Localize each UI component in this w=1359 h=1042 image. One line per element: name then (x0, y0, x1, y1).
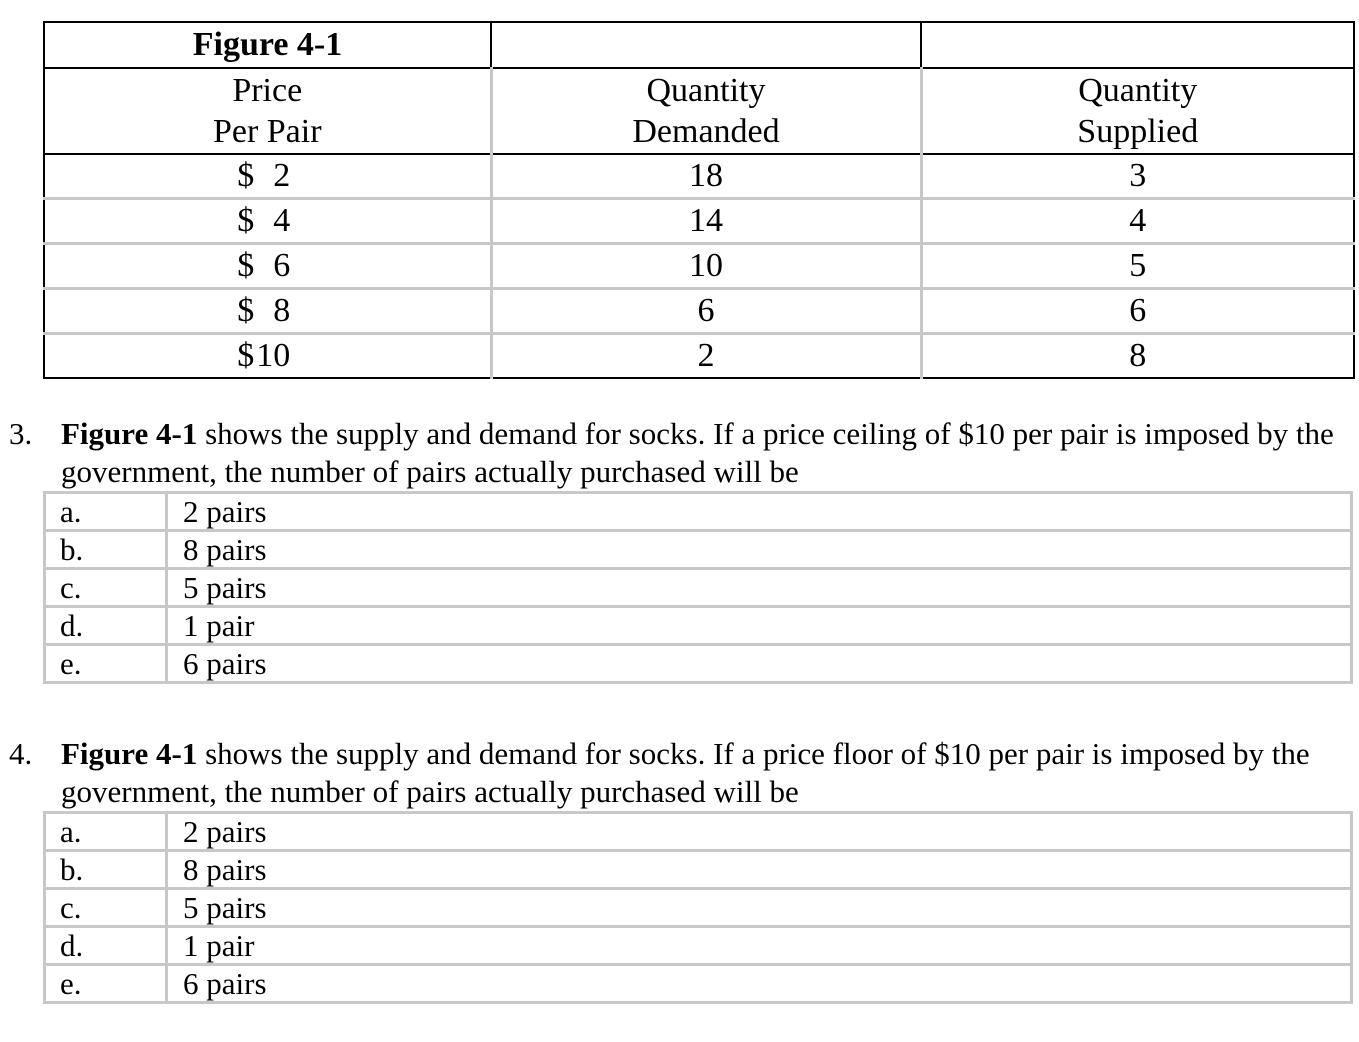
question-text-line2: government, the number of pairs actually purchased will be (61, 454, 799, 489)
figure-title-row (44, 22, 1354, 68)
option-letter: a. (45, 813, 167, 851)
price-value: 8 (273, 292, 291, 329)
question-3 (0, 415, 1359, 684)
price-sign: $ (237, 337, 255, 374)
table-row (44, 334, 1354, 379)
option-d[interactable] (45, 607, 1352, 645)
option-letter: e. (45, 645, 167, 683)
option-d[interactable] (45, 927, 1352, 965)
figure-table (43, 21, 1355, 379)
option-answer: 1 pair (167, 927, 1352, 965)
figure-reference: Figure 4-1 (61, 736, 198, 771)
header-quantity-supplied (921, 68, 1354, 154)
options-table (43, 491, 1353, 684)
supplied-cell: 3 (921, 154, 1354, 199)
header-quantity-demanded (491, 68, 921, 154)
demanded-cell: 6 (491, 289, 921, 334)
demanded-cell: 2 (491, 334, 921, 379)
price-value: 6 (273, 247, 291, 284)
price-cell (44, 244, 491, 289)
option-e[interactable] (45, 645, 1352, 683)
header-price-line2: Per Pair (212, 113, 322, 150)
option-letter: b. (45, 851, 167, 889)
figure-title: Figure 4-1 (44, 22, 491, 68)
price-sign: $ (237, 202, 255, 239)
demanded-cell: 10 (491, 244, 921, 289)
supplied-cell: 4 (921, 199, 1354, 244)
table-row (44, 154, 1354, 199)
question-text-line2: government, the number of pairs actually purchased will be (61, 774, 799, 809)
option-b[interactable] (45, 531, 1352, 569)
option-answer: 6 pairs (167, 965, 1352, 1003)
header-demanded-line1: Quantity (646, 72, 766, 109)
price-cell (44, 199, 491, 244)
empty-header-cell (921, 22, 1354, 68)
option-answer: 2 pairs (167, 493, 1352, 531)
option-answer: 8 pairs (167, 531, 1352, 569)
figure-header-row (44, 68, 1354, 154)
table-row (44, 289, 1354, 334)
question-text-line1: shows the supply and demand for socks. If a price floor of $10 per pair is imposed by the (197, 736, 1310, 771)
header-demanded-line2: Demanded (632, 113, 780, 150)
option-a[interactable] (45, 493, 1352, 531)
header-price (44, 68, 491, 154)
demanded-cell: 14 (491, 199, 921, 244)
table-row (44, 244, 1354, 289)
price-value: 4 (273, 202, 291, 239)
price-cell (44, 334, 491, 379)
question-3-text (0, 415, 1359, 491)
option-letter: c. (45, 569, 167, 607)
supplied-cell: 5 (921, 244, 1354, 289)
options-table (43, 811, 1353, 1004)
empty-header-cell (491, 22, 921, 68)
supplied-cell: 8 (921, 334, 1354, 379)
header-supplied-line2: Supplied (1077, 113, 1199, 150)
option-answer: 6 pairs (167, 645, 1352, 683)
option-letter: c. (45, 889, 167, 927)
question-text-line1: shows the supply and demand for socks. If a price ceiling of $10 per pair is imposed by the (197, 416, 1334, 451)
price-cell (44, 289, 491, 334)
table-row (44, 199, 1354, 244)
question-number: 4. (9, 736, 33, 771)
option-letter: a. (45, 493, 167, 531)
option-c[interactable] (45, 889, 1352, 927)
option-c[interactable] (45, 569, 1352, 607)
supplied-cell: 6 (921, 289, 1354, 334)
question-4-text (0, 735, 1359, 811)
price-value: 2 (273, 157, 291, 194)
option-letter: d. (45, 927, 167, 965)
option-answer: 8 pairs (167, 851, 1352, 889)
figure-reference: Figure 4-1 (61, 416, 198, 451)
option-answer: 5 pairs (167, 889, 1352, 927)
option-b[interactable] (45, 851, 1352, 889)
option-answer: 1 pair (167, 607, 1352, 645)
option-e[interactable] (45, 965, 1352, 1003)
question-number: 3. (9, 416, 33, 451)
price-sign: $ (237, 247, 255, 284)
option-answer: 2 pairs (167, 813, 1352, 851)
price-value: 10 (256, 337, 291, 374)
option-answer: 5 pairs (167, 569, 1352, 607)
option-a[interactable] (45, 813, 1352, 851)
price-sign: $ (237, 157, 255, 194)
option-letter: e. (45, 965, 167, 1003)
question-4 (0, 735, 1359, 1004)
header-supplied-line1: Quantity (1078, 72, 1198, 109)
price-sign: $ (237, 292, 255, 329)
option-letter: b. (45, 531, 167, 569)
option-letter: d. (45, 607, 167, 645)
header-price-line1: Price (232, 72, 303, 109)
demanded-cell: 18 (491, 154, 921, 199)
price-cell (44, 154, 491, 199)
